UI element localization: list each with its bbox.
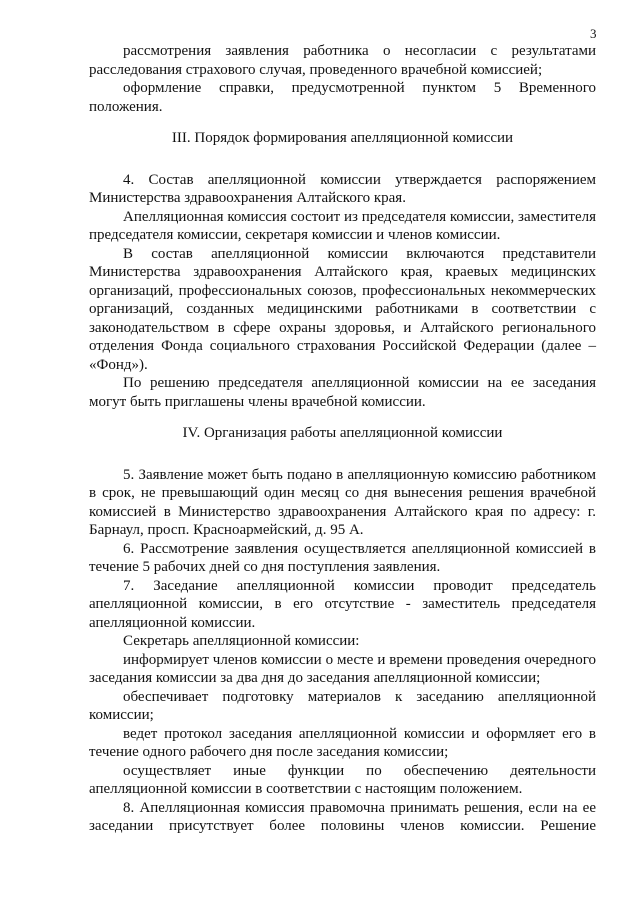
document-body bbox=[89, 42, 596, 836]
paragraph: обеспечивает подготовку материалов к заседанию апелляционной комиссии; bbox=[89, 688, 596, 723]
paragraph: Апелляционная комиссия состоит из председателя комиссии, заместителя председателя комиссии, секретаря комиссии и членов комиссии. bbox=[89, 208, 596, 243]
paragraph: 5. Заявление может быть подано в апелляционную комиссию работником в срок, не превышающий один месяц со дня вынесения решения врачебной комиссией в Министерство здравоохранения Алтайского края по адресу: г. Барнаул, просп. Красноармейский, д. 95 А. bbox=[89, 466, 596, 538]
paragraph: В состав апелляционной комиссии включаются представители Министерства здравоохранения Алтайского края, краевых медицинских организаций, профессиональных союзов, профессиональных некоммерческих организаций, созданных медицинскими работниками в соответствии с законодательством в сфере охраны здоровья, и Алтайского регионального отделения Фонда социального страхования Российской Федерации (далее – «Фонд»). bbox=[89, 245, 596, 373]
paragraph: 4. Состав апелляционной комиссии утверждается распоряжением Министерства здравоохранения Алтайского края. bbox=[89, 171, 596, 206]
paragraph: 8. Апелляционная комиссия правомочна принимать решения, если на ее заседании присутствует более половины членов комиссии. Решение bbox=[89, 799, 596, 834]
page-number: 3 bbox=[590, 26, 597, 41]
paragraph: Секретарь апелляционной комиссии: bbox=[123, 633, 360, 649]
section-heading: III. Порядок формирования апелляционной комиссии bbox=[171, 130, 514, 146]
paragraph: оформление справки, предусмотренной пунктом 5 Временного положения. bbox=[89, 80, 596, 115]
paragraph: рассмотрения заявления работника о несогласии с результатами расследования страхового случая, проведенного врачебной комиссией; bbox=[89, 43, 596, 78]
paragraph: информирует членов комиссии о месте и времени проведения очередного заседания комиссии за два дня до заседания апелляционной комиссии; bbox=[89, 651, 596, 686]
paragraph: осуществляет иные функции по обеспечению деятельности апелляционной комиссии в соответствии с настоящим положением. bbox=[89, 762, 596, 797]
section-heading: IV. Организация работы апелляционной комиссии bbox=[182, 425, 503, 441]
paragraph: ведет протокол заседания апелляционной комиссии и оформляет его в течение одного рабочего дня после заседания комиссии; bbox=[89, 725, 596, 760]
paragraph: 6. Рассмотрение заявления осуществляется апелляционной комиссией в течение 5 рабочих дней со дня поступления заявления. bbox=[89, 540, 596, 575]
paragraph: 7. Заседание апелляционной комиссии проводит председатель апелляционной комиссии, в его отсутствие - заместитель председателя апелляционной комиссии. bbox=[89, 577, 596, 631]
paragraph: По решению председателя апелляционной комиссии на ее заседания могут быть приглашены члены врачебной комиссии. bbox=[89, 375, 596, 410]
